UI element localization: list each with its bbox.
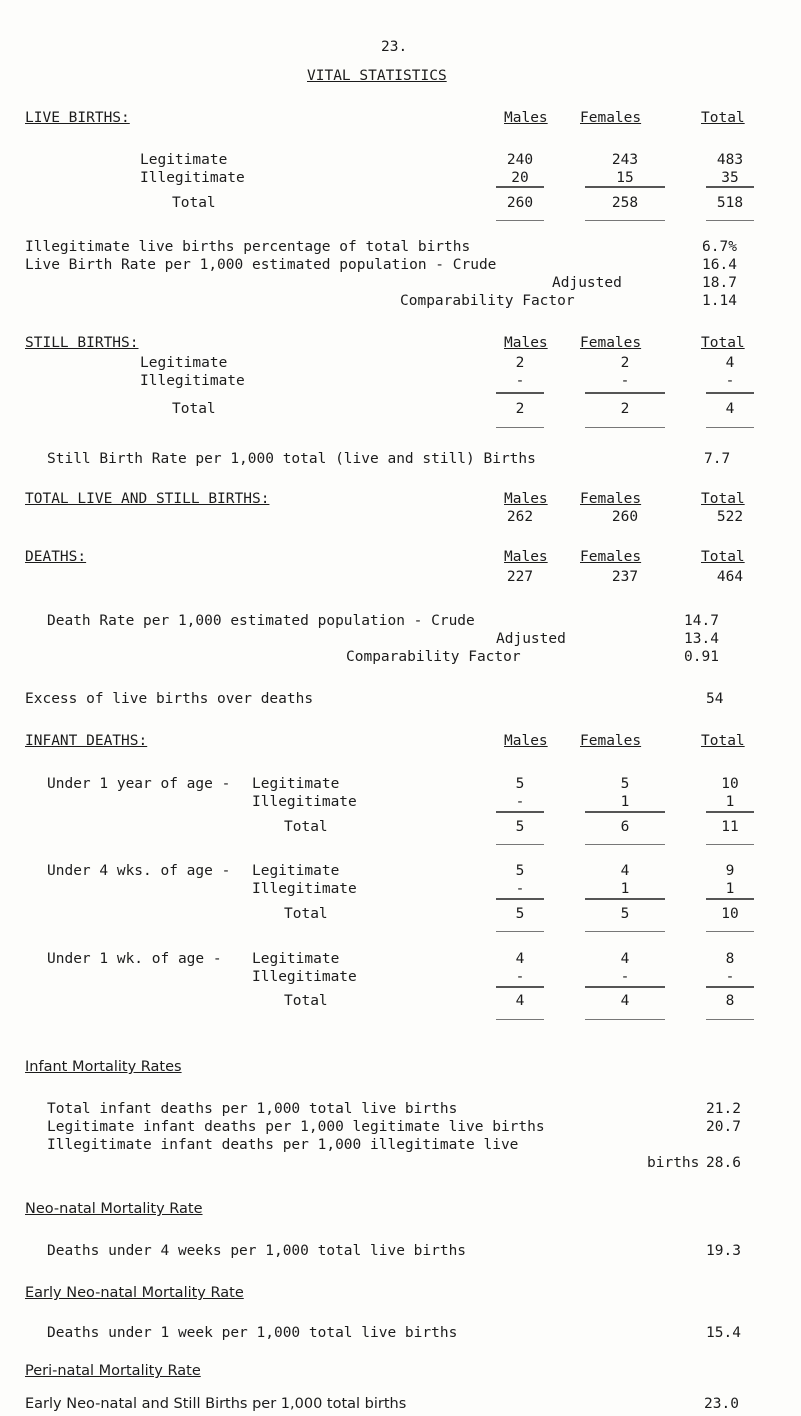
- col-females: Females: [580, 491, 642, 507]
- col-females: Females: [580, 335, 642, 351]
- peri-natal-heading: Peri-natal Mortality Rate: [25, 1363, 201, 1379]
- rule: [585, 931, 665, 932]
- infant-deaths-heading: INFANT DEATHS:: [25, 733, 148, 749]
- page-number: 23.: [381, 39, 408, 55]
- lb-total-females: 258: [611, 195, 639, 211]
- rule: [706, 427, 754, 428]
- sb-total-males: 2: [515, 401, 525, 417]
- infant-value: 1: [620, 794, 630, 810]
- death-comp-label: Comparability Factor: [346, 649, 521, 665]
- total-live-still-heading: TOTAL LIVE AND STILL BIRTHS:: [25, 491, 270, 507]
- infant-value: -: [515, 969, 525, 985]
- im-line3: Illegitimate infant deaths per 1,000 illegitimate live: [47, 1137, 519, 1153]
- infant-value: 11: [721, 819, 739, 835]
- tls-males: 262: [506, 509, 534, 525]
- lb-illegit-males: 20: [511, 170, 529, 186]
- early-neo-natal-value: 15.4: [706, 1325, 741, 1341]
- infant-value: 9: [725, 863, 735, 879]
- col-total: Total: [701, 491, 745, 507]
- rule: [585, 844, 665, 845]
- sb-legit-total: 4: [725, 355, 735, 371]
- rule: [706, 220, 754, 221]
- death-comp-value: 0.91: [684, 649, 719, 665]
- peri-natal-value: 23.0: [704, 1396, 739, 1412]
- infant-group-label: Under 1 year of age -: [47, 776, 231, 792]
- im-value1: 21.2: [706, 1101, 741, 1117]
- infant-value: 4: [515, 951, 525, 967]
- infant-value: 5: [515, 863, 525, 879]
- rule: [706, 931, 754, 932]
- rule: [496, 844, 544, 845]
- lb-adjusted-label: Adjusted: [552, 275, 622, 291]
- rule: [706, 811, 754, 813]
- col-females: Females: [580, 549, 642, 565]
- rule: [585, 220, 665, 221]
- infant-value: 8: [725, 993, 735, 1009]
- early-neo-natal-line: Deaths under 1 week per 1,000 total live births: [47, 1325, 458, 1341]
- rule: [585, 811, 665, 813]
- col-total: Total: [701, 549, 745, 565]
- rule: [585, 392, 665, 394]
- infant-value: 5: [620, 776, 630, 792]
- infant-value: 6: [620, 819, 630, 835]
- infant-total-label: Total: [284, 819, 328, 835]
- infant-total-label: Total: [284, 906, 328, 922]
- death-adjusted-label: Adjusted: [496, 631, 566, 647]
- page-title: VITAL STATISTICS: [307, 68, 447, 84]
- infant-illegit-label: Illegitimate: [252, 881, 357, 897]
- deaths-males: 227: [506, 569, 534, 585]
- rule: [496, 392, 544, 394]
- death-rate-adjusted: 13.4: [684, 631, 719, 647]
- rule: [496, 898, 544, 900]
- lb-legit-total: 483: [716, 152, 744, 168]
- lb-illegit-total: 35: [721, 170, 739, 186]
- lb-legit-males: 240: [506, 152, 534, 168]
- infant-value: 10: [721, 776, 739, 792]
- live-births-heading: LIVE BIRTHS:: [25, 110, 130, 126]
- deaths-females: 237: [611, 569, 639, 585]
- rule: [585, 1019, 665, 1020]
- col-males: Males: [504, 110, 548, 126]
- rule: [496, 931, 544, 932]
- sb-illegit-females: -: [620, 373, 630, 389]
- lb-legit-label: Legitimate: [140, 152, 228, 168]
- col-males: Males: [504, 733, 548, 749]
- im-value2: 20.7: [706, 1119, 741, 1135]
- infant-mortality-heading: Infant Mortality Rates: [25, 1059, 182, 1075]
- neo-natal-heading: Neo-natal Mortality Rate: [25, 1201, 203, 1217]
- death-rate-label: Death Rate per 1,000 estimated population - Crude: [47, 613, 475, 629]
- col-females: Females: [580, 733, 642, 749]
- infant-value: 1: [620, 881, 630, 897]
- rule: [496, 1019, 544, 1020]
- infant-value: 5: [515, 906, 525, 922]
- im-value3: 28.6: [706, 1155, 741, 1171]
- sb-legit-males: 2: [515, 355, 525, 371]
- excess-value: 54: [706, 691, 724, 707]
- infant-legit-label: Legitimate: [252, 776, 340, 792]
- deaths-total: 464: [716, 569, 744, 585]
- still-births-heading: STILL BIRTHS:: [25, 335, 139, 351]
- infant-value: 4: [620, 993, 630, 1009]
- infant-value: 4: [515, 993, 525, 1009]
- rule: [585, 427, 665, 428]
- col-total: Total: [701, 733, 745, 749]
- rule: [585, 186, 665, 188]
- lb-rate-crude: 16.4: [702, 257, 737, 273]
- lb-pct-value: 6.7%: [702, 239, 737, 255]
- rule: [585, 986, 665, 988]
- rule: [496, 186, 544, 188]
- infant-value: 10: [721, 906, 739, 922]
- lb-pct-label: Illegitimate live births percentage of total births: [25, 239, 471, 255]
- sb-illegit-males: -: [515, 373, 525, 389]
- infant-value: -: [620, 969, 630, 985]
- neo-natal-line: Deaths under 4 weeks per 1,000 total live births: [47, 1243, 467, 1259]
- infant-value: 5: [620, 906, 630, 922]
- lb-comp-label: Comparability Factor: [400, 293, 575, 309]
- infant-value: -: [515, 794, 525, 810]
- lb-illegit-females: 15: [616, 170, 634, 186]
- infant-value: 5: [515, 776, 525, 792]
- infant-value: -: [725, 969, 735, 985]
- infant-value: 4: [620, 863, 630, 879]
- col-total: Total: [701, 335, 745, 351]
- sb-legit-females: 2: [620, 355, 630, 371]
- col-females: Females: [580, 110, 642, 126]
- col-males: Males: [504, 335, 548, 351]
- rule: [496, 220, 544, 221]
- infant-group-label: Under 1 wk. of age -: [47, 951, 222, 967]
- rule: [706, 186, 754, 188]
- tls-total: 522: [716, 509, 744, 525]
- infant-value: 5: [515, 819, 525, 835]
- rule: [706, 392, 754, 394]
- lb-rate-label: Live Birth Rate per 1,000 estimated population - Crude: [25, 257, 497, 273]
- sb-rate-label: Still Birth Rate per 1,000 total (live and still) Births: [47, 451, 536, 467]
- sb-total-females: 2: [620, 401, 630, 417]
- col-males: Males: [504, 491, 548, 507]
- sb-total-total: 4: [725, 401, 735, 417]
- infant-legit-label: Legitimate: [252, 951, 340, 967]
- lb-legit-females: 243: [611, 152, 639, 168]
- peri-natal-line: Early Neo-natal and Still Births per 1,000 total births: [25, 1396, 407, 1412]
- im-line3b: births: [647, 1155, 700, 1171]
- rule: [496, 986, 544, 988]
- col-males: Males: [504, 549, 548, 565]
- lb-illegit-label: Illegitimate: [140, 170, 245, 186]
- rule: [706, 1019, 754, 1020]
- rule: [706, 844, 754, 845]
- col-total: Total: [701, 110, 745, 126]
- sb-total-label: Total: [172, 401, 216, 417]
- lb-comp-value: 1.14: [702, 293, 737, 309]
- lb-total-total: 518: [716, 195, 744, 211]
- infant-legit-label: Legitimate: [252, 863, 340, 879]
- infant-value: -: [515, 881, 525, 897]
- deaths-heading: DEATHS:: [25, 549, 87, 565]
- infant-illegit-label: Illegitimate: [252, 794, 357, 810]
- rule: [585, 898, 665, 900]
- tls-females: 260: [611, 509, 639, 525]
- excess-label: Excess of live births over deaths: [25, 691, 314, 707]
- im-line1: Total infant deaths per 1,000 total live births: [47, 1101, 458, 1117]
- rule: [706, 986, 754, 988]
- im-line2: Legitimate infant deaths per 1,000 legitimate live births: [47, 1119, 545, 1135]
- lb-total-label: Total: [172, 195, 216, 211]
- infant-illegit-label: Illegitimate: [252, 969, 357, 985]
- sb-legit-label: Legitimate: [140, 355, 228, 371]
- sb-illegit-total: -: [725, 373, 735, 389]
- sb-illegit-label: Illegitimate: [140, 373, 245, 389]
- neo-natal-value: 19.3: [706, 1243, 741, 1259]
- infant-value: 1: [725, 881, 735, 897]
- rule: [496, 427, 544, 428]
- lb-rate-adjusted: 18.7: [702, 275, 737, 291]
- sb-rate-value: 7.7: [704, 451, 731, 467]
- rule: [496, 811, 544, 813]
- infant-value: 4: [620, 951, 630, 967]
- infant-total-label: Total: [284, 993, 328, 1009]
- infant-value: 8: [725, 951, 735, 967]
- death-rate-crude: 14.7: [684, 613, 719, 629]
- infant-group-label: Under 4 wks. of age -: [47, 863, 231, 879]
- lb-total-males: 260: [506, 195, 534, 211]
- infant-value: 1: [725, 794, 735, 810]
- early-neo-natal-heading: Early Neo-natal Mortality Rate: [25, 1285, 244, 1301]
- rule: [706, 898, 754, 900]
